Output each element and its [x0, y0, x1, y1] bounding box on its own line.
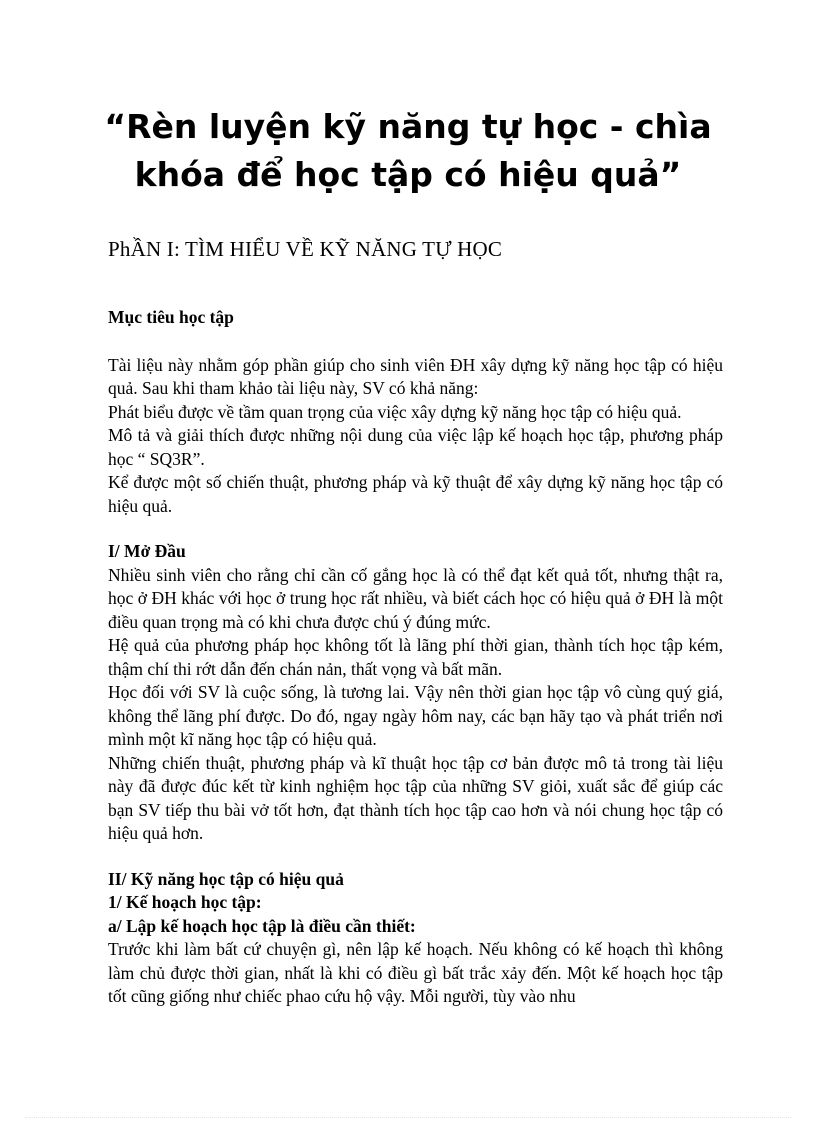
intro-paragraph: Hệ quả của phương pháp học không tốt là lãng phí thời gian, thành tích học tập kém, thậm chí thi rớt dẫn đến chán nản, thất vọng và bất mãn.: [108, 635, 723, 679]
skills-heading: II/ Kỹ năng học tập có hiệu quả: [108, 868, 344, 889]
objectives-paragraph: Kể được một số chiến thuật, phương pháp và kỹ thuật để xây dựng kỹ năng học tập có hiệu quả.: [108, 472, 723, 516]
objectives-paragraph: Mô tả và giải thích được những nội dung của việc lập kế hoạch học tập, phương pháp học “ SQ3R”.: [108, 425, 723, 469]
document-title: [60, 103, 756, 199]
plan-need-subheading: a/ Lập kế hoạch học tập là điều cần thiết:: [108, 915, 416, 936]
objectives-heading: Mục tiêu học tập: [108, 307, 234, 327]
objectives-paragraph: Tài liệu này nhằm góp phần giúp cho sinh viên ĐH xây dựng kỹ năng học tập có hiệu quả. Sau khi tham khảo tài liệu này, SV có khả năng:: [108, 354, 723, 398]
part-heading: PhẦN I: TÌM HIỂU VỀ KỸ NĂNG TỰ HỌC: [108, 237, 503, 261]
document-body: [108, 306, 723, 1009]
intro-paragraph: Những chiến thuật, phương pháp và kĩ thuật học tập cơ bản được mô tả trong tài liệu này đã được đúc kết từ kinh nghiệm học tập của những SV giỏi, xuất sắc để giúp các bạn SV tiếp thu bài vở tốt hơn, đạt thành tích học tập cao hơn và nói chung học tập có hiệu quả hơn.: [108, 752, 723, 843]
plan-subheading: 1/ Kế hoạch học tập:: [108, 892, 262, 912]
intro-paragraph: Học đối với SV là cuộc sống, là tương lai. Vậy nên thời gian học tập vô cùng quý giá, không thể lãng phí được. Do đó, ngay ngày hôm nay, các bạn hãy tạo và phát triển nơi mình một kĩ năng học tập có hiệu quả.: [108, 682, 723, 749]
page-bottom-divider: [25, 1117, 791, 1118]
objectives-paragraph: Phát biểu được về tầm quan trọng của việc xây dựng kỹ năng học tập có hiệu quả.: [108, 401, 682, 422]
title-line-2: khóa để học tập có hiệu quả”: [134, 155, 682, 194]
plan-paragraph: Trước khi làm bất cứ chuyện gì, nên lập kế hoạch. Nếu không có kế hoạch thì không làm chủ được thời gian, nhất là khi có điều gì bất trắc xảy đến. Một kế hoạch học tập tốt cũng giống như chiếc phao cứu hộ vậy. Mỗi người, tùy vào nhu: [108, 939, 723, 1006]
intro-heading: I/ Mở Đầu: [108, 541, 186, 561]
intro-paragraph: Nhiều sinh viên cho rằng chỉ cần cố gắng học là có thể đạt kết quả tốt, nhưng thật ra, học ở ĐH khác với học ở trung học rất nhiều, và biết cách học có hiệu quả ở ĐH là một điều quan trọng mà có khi chưa được chú ý đúng mức.: [108, 564, 723, 632]
title-line-1: “Rèn luyện kỹ năng tự học - chìa: [104, 107, 712, 146]
